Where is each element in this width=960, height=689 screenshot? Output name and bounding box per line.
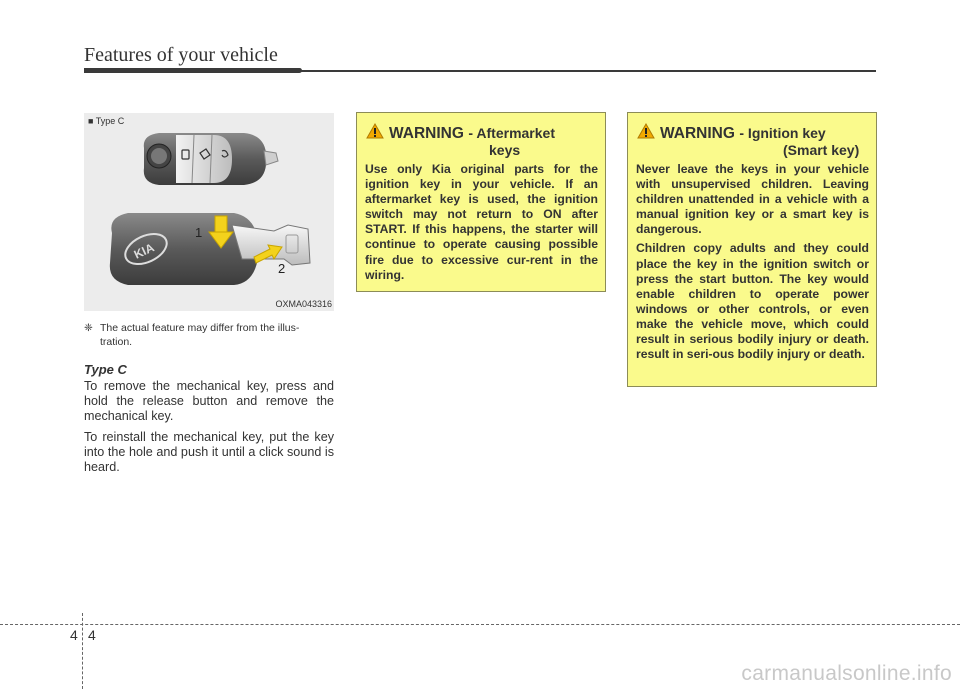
warning-triangle-icon — [366, 123, 384, 139]
warning-label: WARNING — [389, 125, 464, 142]
warning-box-ignition-key — [627, 112, 877, 387]
warning-title-part-1: - Aftermarket — [468, 125, 555, 141]
note-symbol: ❈ — [84, 322, 93, 334]
svg-text:KIA: KIA — [131, 240, 157, 262]
header-rule — [300, 70, 876, 72]
footer-rule — [0, 624, 960, 625]
reinstall-key-paragraph: To reinstall the mechanical key, put the key into the hole and push it until a click sound is heard. — [84, 430, 334, 474]
warning-box-aftermarket-keys — [356, 112, 606, 292]
watermark-link[interactable]: carmanualsonline.info — [741, 662, 952, 685]
smart-key-illustration — [84, 113, 334, 311]
warning-title-part-2: (Smart key) — [783, 142, 860, 158]
warning-title-part-1: - Ignition key — [739, 125, 826, 141]
warning-title — [660, 125, 870, 158]
warning-text-2: Children copy adults and they could place the key in the ignition switch or press the start button. The key would enable children to operate power windows or other controls, or even make the vehicle move, which could result in serious bodily injury or death. result in seri-ous bodily injury or death. — [636, 241, 869, 362]
chapter-number: 4 — [70, 627, 78, 643]
warning-text: Use only Kia original parts for the ignition key in your vehicle. If an aftermarket key is used, the ignition switch may not return to ON after START. If this happens, the starter will continue to operate causing possible fire due to excessive cur-rent in the wiring. — [365, 162, 598, 282]
figure-caption: ■ Type C — [88, 116, 125, 126]
illustration-note — [84, 321, 336, 349]
page-number: 4 — [88, 627, 96, 643]
callout-1-label: 1 — [195, 225, 203, 240]
header-rule-thick — [84, 68, 302, 73]
warning-title-part-2: keys — [489, 142, 521, 158]
figure-code: OXMA043316 — [275, 299, 332, 309]
smart-key-drawing — [84, 113, 334, 311]
section-heading: Type C — [84, 362, 127, 377]
page-header-title: Features of your vehicle — [84, 44, 278, 66]
warning-triangle-icon — [637, 123, 655, 139]
warning-text-1: Never leave the keys in your vehicle with unsupervised children. Leaving children unattended in a vehicle with a manual ignition key or a smart key is dangerous. — [636, 162, 869, 237]
warning-body — [365, 162, 598, 287]
note-line-2: tration. — [100, 336, 133, 348]
warning-body — [636, 162, 869, 366]
callout-2-label: 2 — [278, 261, 286, 276]
remove-key-paragraph: To remove the mechanical key, press and hold the release button and remove the mechanical key. — [84, 379, 334, 423]
note-line-1: The actual feature may differ from the illus- — [100, 322, 300, 334]
warning-title — [389, 125, 599, 158]
warning-label: WARNING — [660, 125, 735, 142]
key-fob-top — [144, 133, 278, 185]
footer-divider — [82, 613, 83, 689]
